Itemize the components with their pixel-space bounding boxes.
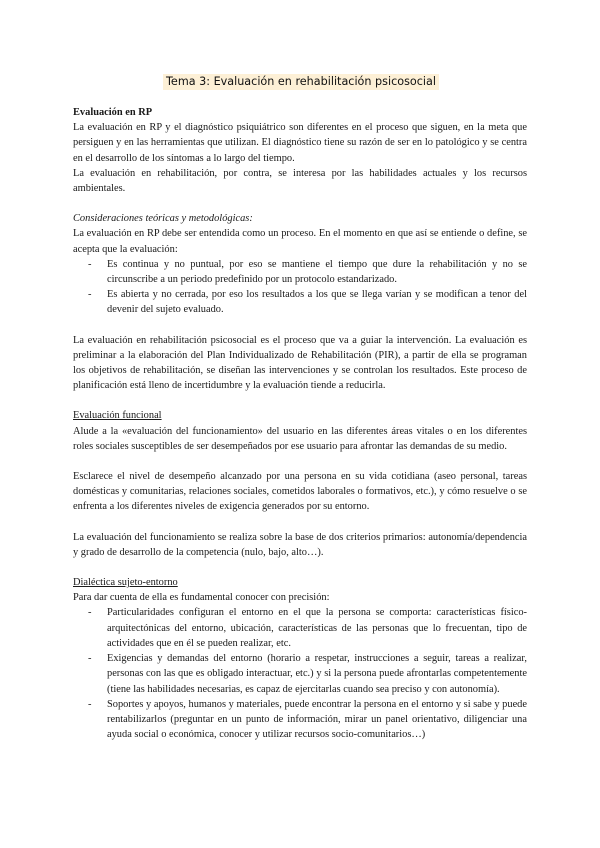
list-item: - Es continua y no puntual, por eso se mantiene el tiempo que dure la rehabilitación y no se circunscribe a un periodo predefinido por un protocolo estandarizado.: [73, 257, 527, 287]
document-body: [73, 105, 527, 742]
paragraph: La evaluación en RP y el diagnóstico psiquiátrico son diferentes en el proceso que siguen, en la meta que persiguen y en las herramientas que utilizan. El diagnóstico tiene su razón de ser en lo patológico y se centra en el desarrollo de los síntomas a lo largo del tiempo.: [73, 122, 527, 164]
page-title: Tema 3: Evaluación en rehabilitación psicosocial: [163, 74, 439, 90]
paragraph: La evaluación en rehabilitación psicosocial es el proceso que va a guiar la intervención. La evaluación es preliminar a la elaboración del Plan Individualizado de Rehabilitación (PIR), a partir de ella se programan los objetivos de rehabilitación, se diseñan las intervenciones y se controlan los resultados. Este proceso de planificación está lleno de incertidumbre y la evaluación tiende a reducirla.: [73, 334, 527, 392]
list-item: - Soportes y apoyos, humanos y materiales, puede encontrar la persona en el entorno y si sabe y puede rentabilizarlos (preguntar en un punto de información, mirar un panel orientativo, diligenciar una ayuda social o económica, conocer y utilizar recursos socio-comunitarios…): [73, 697, 527, 743]
list-item: - Exigencias y demandas del entorno (horario a respetar, instrucciones a seguir, tareas a realizar, personas con las que es obligado interactuar, etc.) y si la persona puede afrontarlas competentemente (tiene las habilidades necesarias, es capaz de ejercitarlas cuando sea preciso y con autonomía).: [73, 651, 527, 697]
paragraph: Para dar cuenta de ella es fundamental conocer con precisión:: [73, 592, 330, 604]
paragraph: La evaluación del funcionamiento se realiza sobre la base de dos criterios primarios: autonomía/dependencia y grado de desarrollo de la competencia (nulo, bajo, alto…).: [73, 531, 527, 558]
paragraph: Alude a la «evaluación del funcionamiento» del usuario en las diferentes áreas vitales o en los diferentes roles sociales susceptibles de ser desempeñados por ese usuario para afrontar las demandas de su medio.: [73, 425, 527, 452]
section-heading-evaluacion-funcional: Evaluación funcional: [73, 410, 162, 422]
section-heading-evaluacion-rp: Evaluación en RP: [73, 107, 153, 118]
section-heading-consideraciones: Consideraciones teóricas y metodológicas:: [73, 213, 253, 225]
paragraph: La evaluación en rehabilitación, por contra, se interesa por las habilidades actuales y los recursos ambientales.: [73, 167, 527, 195]
paragraph: Esclarece el nivel de desempeño alcanzado por una persona en su vida cotidiana (aseo personal, tareas domésticas y comunitarias, relaciones sociales, cometidos laborales o formativos, etc.), y cómo resuelve o se enfrenta a los diferentes niveles de exigencia generados por su entorno.: [73, 471, 527, 513]
list-item: - Particularidades configuran el entorno en el que la persona se comporta: características físico-arquitectónicas del entorno, ubicación, características de las personas que lo frecuentan, tipo de actividades que en él se pueden realizar, etc.: [73, 605, 527, 651]
dash-list: [73, 605, 527, 742]
section-heading-dialectica: Dialéctica sujeto-entorno: [73, 577, 178, 589]
paragraph: La evaluación en RP debe ser entendida como un proceso. En el momento en que así se entiende o define, se acepta que la evaluación:: [73, 228, 527, 255]
dash-list: [73, 257, 527, 318]
list-item: - Es abierta y no cerrada, por eso los resultados a los que se llega varían y se modifican a tenor del devenir del sujeto evaluado.: [73, 287, 527, 317]
